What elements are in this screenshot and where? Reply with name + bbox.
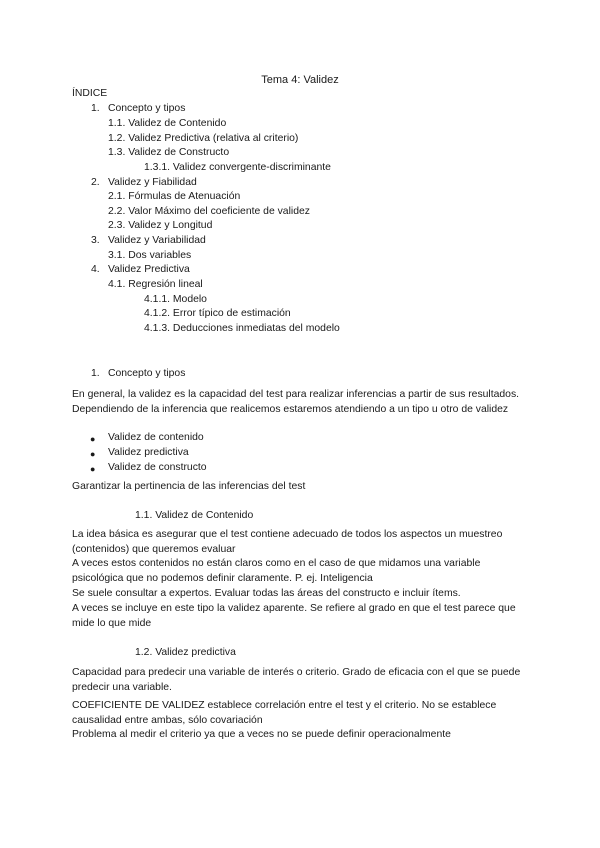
paragraph: Se suele consultar a expertos. Evaluar todas las áreas del constructo e incluir ítems. (72, 588, 461, 599)
subsection-heading: 1.1. Validez de Contenido (135, 510, 254, 521)
bullet-icon: ● (90, 464, 96, 474)
subsection-heading: 1.2. Validez predictiva (135, 647, 236, 658)
toc-item: Concepto y tipos (108, 103, 186, 114)
toc-item: Validez y Variabilidad (108, 235, 206, 246)
bullet-icon: ● (90, 434, 96, 444)
paragraph: Capacidad para predecir una variable de interés o criterio. Grado de eficacia con el que se puede predecir una variable. (72, 667, 521, 693)
section-closing-text: Garantizar la pertinencia de las inferencias del test (72, 481, 306, 492)
toc-item: 4.1. Regresión lineal (108, 279, 203, 290)
section-heading: Concepto y tipos (108, 368, 186, 379)
paragraph: A veces se incluye en este tipo la validez aparente. Se refiere al grado en que el test parece que mide lo que mide (72, 603, 516, 629)
list-item: Validez predictiva (108, 447, 189, 458)
toc-item: Validez Predictiva (108, 264, 190, 275)
toc-item: 4.1.1. Modelo (144, 294, 207, 305)
toc-item: 1.3.1. Validez convergente-discriminante (144, 162, 331, 173)
paragraph: COEFICIENTE DE VALIDEZ establece correlación entre el test y el criterio. No se establece causalidad entre ambas, sólo covariación (72, 700, 497, 726)
toc-item: 4.1.2. Error típico de estimación (144, 308, 291, 319)
toc-item: 1.1. Validez de Contenido (108, 118, 227, 129)
toc-number: 1. (91, 103, 100, 114)
index-heading: ÍNDICE (72, 88, 108, 99)
paragraph: A veces estos contenidos no están claros como en el caso de que midamos una variable psicológica que no podemos definir claramente. P. ej. Inteligencia (72, 558, 481, 584)
list-item: Validez de constructo (108, 462, 207, 473)
toc-number: 2. (91, 177, 100, 188)
toc-item: 3.1. Dos variables (108, 250, 192, 261)
paragraph: La idea básica es asegurar que el test contiene adecuado de todos los aspectos un muestreo (contenidos) que queremos evaluar (72, 529, 503, 555)
toc-item: Validez y Fiabilidad (108, 177, 197, 188)
toc-item: 1.2. Validez Predictiva (relativa al criterio) (108, 133, 299, 144)
toc-item: 2.1. Fórmulas de Atenuación (108, 191, 241, 202)
toc-item: 1.3. Validez de Constructo (108, 147, 230, 158)
toc-number: 3. (91, 235, 100, 246)
toc-item: 2.3. Validez y Longitud (108, 220, 213, 231)
paragraph: Problema al medir el criterio ya que a veces no se puede definir operacionalmente (72, 729, 451, 740)
list-item: Validez de contenido (108, 432, 204, 443)
section-number: 1. (91, 368, 100, 379)
toc-number: 4. (91, 264, 100, 275)
document-title: Tema 4: Validez (261, 74, 339, 86)
toc-item: 4.1.3. Deducciones inmediatas del modelo (144, 323, 340, 334)
toc-item: 2.2. Valor Máximo del coeficiente de validez (108, 206, 310, 217)
section-intro-paragraph: En general, la validez es la capacidad del test para realizar inferencias a partir de sus resultados. Dependiendo de la inferencia que realicemos estaremos atendiendo a un tipo u otro de validez (72, 389, 520, 415)
bullet-icon: ● (90, 449, 96, 459)
